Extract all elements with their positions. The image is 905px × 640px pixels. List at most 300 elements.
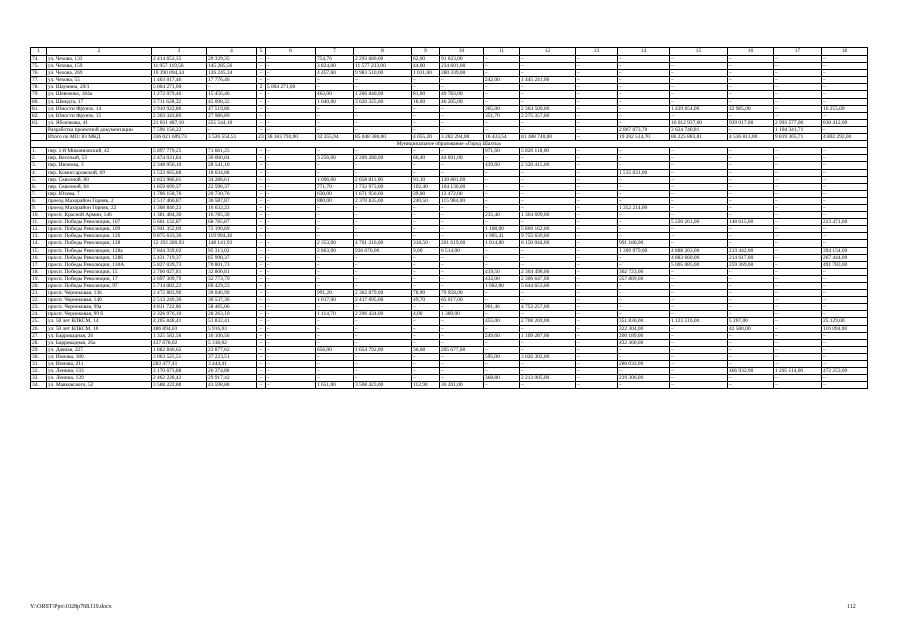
table-cell: 4 536 813,00: [728, 134, 774, 141]
table-cell: –: [670, 190, 728, 197]
table-cell: проезд Махорайон Горняк, 2: [47, 197, 152, 204]
table-cell: –: [670, 226, 728, 233]
table-cell: –: [257, 197, 266, 204]
table-cell: 368,80: [484, 375, 520, 382]
table-cell: 104 130,00: [440, 183, 484, 190]
table-cell: –: [728, 126, 774, 133]
table-cell: –: [440, 318, 484, 325]
table-cell: пер. Сквозной, 84: [47, 183, 152, 190]
table-cell: 29 339,35: [207, 56, 257, 63]
table-cell: –: [266, 197, 316, 204]
table-cell: просп. Победы Революции, 107: [47, 219, 152, 226]
table-cell: –: [670, 368, 728, 375]
table-cell: –: [618, 77, 670, 84]
table-cell: –: [618, 353, 670, 360]
table-cell: 2 513 249,36: [152, 297, 207, 304]
table-cell: –: [618, 84, 670, 91]
table-cell: 2 823 986,61: [152, 176, 207, 183]
table-cell: 2 867 073,70: [618, 126, 670, 133]
table-cell: –: [207, 84, 257, 91]
table-cell: 4 802 292,00: [822, 134, 868, 141]
table-cell: –: [670, 204, 728, 211]
table-cell: 3 624 740,81: [670, 126, 728, 133]
table-cell: –: [576, 77, 618, 84]
table-cell: 81 388 740,00: [520, 134, 576, 141]
table-cell: 2 303 343,89: [152, 112, 207, 119]
table-cell: 365,00: [484, 105, 520, 112]
table-cell: 15.: [31, 247, 47, 254]
table-cell: 11 577 233,00: [354, 63, 412, 70]
table-cell: –: [257, 190, 266, 197]
table-cell: 318,50: [412, 240, 440, 247]
table-cell: 74.: [31, 56, 47, 63]
table-cell: –: [316, 119, 354, 126]
table-cell: 5 826 118,00: [520, 148, 576, 155]
table-cell: просп. Победы Революции, 126: [47, 233, 152, 240]
table-cell: –: [316, 275, 354, 282]
table-cell: –: [440, 212, 484, 219]
table-cell: 11 957 119,56: [152, 63, 207, 70]
table-cell: –: [576, 353, 618, 360]
table-cell: –: [576, 311, 618, 318]
table-cell: 38 183 792,00: [266, 134, 316, 141]
table-cell: 12 192 280,93: [152, 240, 207, 247]
table-cell: –: [316, 233, 354, 240]
table-cell: 47 519,86: [207, 105, 257, 112]
table-cell: –: [354, 268, 412, 275]
table-cell: –: [822, 63, 868, 70]
table-cell: –: [774, 219, 822, 226]
table-cell: –: [670, 155, 728, 162]
table-cell: –: [440, 368, 484, 375]
table-cell: 12.: [31, 226, 47, 233]
table-cell: 2 517 466,87: [152, 197, 207, 204]
table-cell: просп. Черноковая, 99 б: [47, 311, 152, 318]
table-cell: –: [576, 134, 618, 141]
table-cell: –: [520, 361, 576, 368]
table-cell: –: [440, 126, 484, 133]
table-cell: –: [774, 297, 822, 304]
table-cell: пер. 1-й Микояновский, 42: [47, 148, 152, 155]
table-cell: –: [316, 268, 354, 275]
table-cell: –: [670, 283, 728, 290]
table-cell: 2 348 956,10: [152, 162, 207, 169]
table-cell: –: [822, 233, 868, 240]
table-cell: –: [266, 119, 316, 126]
table-cell: 5 318,02: [207, 339, 257, 346]
column-number-header-row: [31, 48, 868, 56]
table-cell: 901,46: [484, 304, 520, 311]
table-cell: –: [618, 148, 670, 155]
table-cell: 656,00: [316, 346, 354, 353]
table-cell: –: [728, 183, 774, 190]
table-cell: 1 651,00: [316, 382, 354, 389]
table-cell: –: [728, 233, 774, 240]
table-cell: –: [670, 311, 728, 318]
table-row: [31, 247, 868, 254]
table-cell: –: [774, 98, 822, 105]
table-cell: –: [354, 325, 412, 332]
table-cell: –: [774, 162, 822, 169]
table-cell: 34.: [31, 382, 47, 389]
table-cell: –: [728, 353, 774, 360]
table-cell: 4 265 848,41: [152, 318, 207, 325]
table-cell: 991 180,00: [618, 240, 670, 247]
table-cell: –: [412, 77, 440, 84]
table-cell: 4 888 263,00: [670, 247, 728, 254]
table-cell: –: [774, 70, 822, 77]
table-cell: 2 697 309,79: [152, 275, 207, 282]
table-cell: –: [728, 148, 774, 155]
table-row: [31, 346, 868, 353]
table-row: [31, 162, 868, 169]
table-cell: –: [257, 297, 266, 304]
table-cell: [31, 134, 47, 141]
table-cell: –: [440, 332, 484, 339]
table-cell: ул. Юности Фрунзе, 14: [47, 105, 152, 112]
table-cell: 42 985,00: [728, 105, 774, 112]
table-cell: 16 632,23: [207, 204, 257, 211]
table-cell: –: [266, 361, 316, 368]
table-cell: –: [576, 176, 618, 183]
table-cell: –: [822, 176, 868, 183]
table-cell: –: [618, 56, 670, 63]
table-row: [31, 283, 868, 290]
table-row: [31, 204, 868, 211]
table-cell: –: [728, 63, 774, 70]
table-cell: 9.: [31, 204, 47, 211]
table-cell: –: [728, 332, 774, 339]
table-row: [31, 70, 868, 77]
table-cell: –: [728, 56, 774, 63]
table-cell: –: [728, 268, 774, 275]
table-cell: –: [728, 190, 774, 197]
table-cell: ул. Маяковского, 52: [47, 382, 152, 389]
column-number-cell: 12: [520, 48, 576, 56]
table-cell: –: [822, 56, 868, 63]
table-cell: –: [257, 112, 266, 119]
table-cell: 437 678,02: [152, 339, 207, 346]
column-number-cell: 17: [774, 48, 822, 56]
table-cell: –: [266, 126, 316, 133]
table-cell: проезд Махорайон Горняк, 22: [47, 204, 152, 211]
table-cell: 1 533 665,88: [152, 169, 207, 176]
table-cell: –: [316, 261, 354, 268]
table-cell: –: [822, 155, 868, 162]
table-cell: –: [576, 332, 618, 339]
table-cell: 1 381 484,30: [152, 212, 207, 219]
table-cell: –: [774, 233, 822, 240]
table-cell: –: [412, 304, 440, 311]
table-cell: –: [822, 240, 868, 247]
table-cell: 1 309 979,00: [618, 247, 670, 254]
table-cell: 25 129,00: [822, 318, 868, 325]
table-cell: –: [412, 233, 440, 240]
table-cell: –: [257, 318, 266, 325]
table-cell: –: [266, 183, 316, 190]
table-cell: –: [728, 212, 774, 219]
table-cell: 30.: [31, 353, 47, 360]
table-cell: –: [618, 63, 670, 70]
table-cell: –: [412, 84, 440, 91]
table-cell: –: [354, 368, 412, 375]
table-cell: –: [354, 126, 412, 133]
table-cell: –: [822, 70, 868, 77]
table-cell: ул. Шаумяна, 20/1: [47, 84, 152, 91]
column-number-cell: 14: [618, 48, 670, 56]
table-cell: –: [257, 339, 266, 346]
table-cell: просп. Черноковая, 99а: [47, 304, 152, 311]
table-cell: 1 859 699,37: [152, 183, 207, 190]
table-cell: 25.: [31, 318, 47, 325]
table-cell: –: [728, 361, 774, 368]
table-cell: 472 253,00: [822, 368, 868, 375]
table-cell: 259 369,00: [728, 261, 774, 268]
table-cell: –: [484, 261, 520, 268]
table-cell: 7 844 339,02: [152, 247, 207, 254]
table-cell: 72 190,69: [207, 226, 257, 233]
table-cell: 16 785,30: [207, 212, 257, 219]
table-cell: 255 544,10: [207, 119, 257, 126]
table-cell: 77.: [31, 77, 47, 84]
table-cell: 3 910 922,86: [152, 105, 207, 112]
table-cell: –: [822, 112, 868, 119]
table-cell: –: [774, 169, 822, 176]
table-cell: –: [266, 290, 316, 297]
table-cell: 5 267,00: [728, 318, 774, 325]
table-cell: –: [440, 77, 484, 84]
table-cell: –: [484, 197, 520, 204]
table-cell: –: [266, 169, 316, 176]
table-cell: –: [266, 346, 316, 353]
table-cell: –: [728, 275, 774, 282]
table-cell: –: [576, 375, 618, 382]
table-cell: 76.: [31, 70, 47, 77]
column-number-cell: 10: [440, 48, 484, 56]
table-cell: –: [520, 346, 576, 353]
table-cell: 37 223,51: [207, 353, 257, 360]
table-cell: 22.: [31, 297, 47, 304]
table-cell: 9 983 510,00: [354, 70, 412, 77]
table-cell: –: [316, 353, 354, 360]
table-cell: –: [822, 382, 868, 389]
table-cell: –: [670, 183, 728, 190]
table-row: [31, 169, 868, 176]
table-cell: –: [354, 84, 412, 91]
table-cell: 5 005 085,00: [670, 261, 728, 268]
table-cell: –: [440, 204, 484, 211]
table-cell: –: [316, 361, 354, 368]
table-cell: –: [822, 77, 868, 84]
table-cell: –: [440, 119, 484, 126]
table-cell: 19 202 514,70: [618, 134, 670, 141]
table-cell: –: [728, 346, 774, 353]
table-cell: 39,00: [412, 190, 440, 197]
table-cell: –: [440, 148, 484, 155]
table-cell: 4 753 257,00: [520, 304, 576, 311]
table-cell: 2 306 647,00: [520, 275, 576, 282]
table-row: [31, 119, 868, 126]
table-cell: –: [266, 254, 316, 261]
table-cell: –: [822, 339, 868, 346]
table-cell: –: [484, 290, 520, 297]
table-cell: –: [257, 148, 266, 155]
table-cell: 3 444,41: [207, 361, 257, 368]
table-cell: 5 714 082,23: [152, 283, 207, 290]
table-cell: –: [728, 169, 774, 176]
table-cell: 21.: [31, 290, 47, 297]
table-cell: 1 325 582,56: [152, 332, 207, 339]
table-cell: –: [774, 212, 822, 219]
table-cell: –: [670, 112, 728, 119]
table-cell: 86 225 883,81: [670, 134, 728, 141]
table-cell: –: [618, 98, 670, 105]
table-cell: –: [576, 233, 618, 240]
table-cell: –: [670, 353, 728, 360]
table-cell: –: [266, 240, 316, 247]
table-cell: –: [670, 268, 728, 275]
table-cell: –: [728, 98, 774, 105]
column-number-cell: 1: [31, 48, 47, 56]
table-cell: 78,90: [412, 290, 440, 297]
table-cell: 419,50: [484, 268, 520, 275]
table-cell: –: [822, 297, 868, 304]
table-cell: –: [266, 190, 316, 197]
table-cell: ул. Юности Фрунзе, 15: [47, 112, 152, 119]
table-cell: –: [670, 375, 728, 382]
table-cell: –: [670, 361, 728, 368]
column-number-cell: 5: [257, 48, 266, 56]
table-cell: –: [618, 382, 670, 389]
table-cell: –: [670, 233, 728, 240]
table-cell: –: [266, 105, 316, 112]
table-cell: 81,00: [412, 91, 440, 98]
table-cell: –: [266, 283, 316, 290]
table-cell: 351 836,00: [618, 318, 670, 325]
table-cell: –: [520, 382, 576, 389]
table-cell: –: [576, 226, 618, 233]
table-cell: –: [266, 91, 316, 98]
table-cell: 2 275 357,00: [520, 112, 576, 119]
table-cell: –: [316, 148, 354, 155]
table-cell: –: [266, 268, 316, 275]
table-cell: –: [257, 290, 266, 297]
table-cell: –: [257, 353, 266, 360]
table-cell: 5.: [31, 176, 47, 183]
table-cell: 65 998,37: [207, 254, 257, 261]
table-cell: 4 055,20: [412, 134, 440, 141]
table-cell: 28 541,10: [207, 162, 257, 169]
table-cell: –: [670, 169, 728, 176]
table-cell: просп. Победы Революции, 15: [47, 268, 152, 275]
table-cell: –: [576, 318, 618, 325]
table-cell: –: [618, 155, 670, 162]
table-cell: –: [576, 70, 618, 77]
table-cell: –: [266, 261, 316, 268]
table-cell: –: [618, 233, 670, 240]
table-cell: –: [728, 339, 774, 346]
table-cell: –: [412, 254, 440, 261]
table-cell: 145 285,56: [207, 63, 257, 70]
table-cell: –: [774, 190, 822, 197]
table-cell: –: [484, 91, 520, 98]
table-cell: 2 362 879,00: [354, 290, 412, 297]
table-cell: –: [316, 318, 354, 325]
table-cell: –: [266, 77, 316, 84]
table-cell: 65 017,00: [440, 297, 484, 304]
table-cell: 1 445 241,00: [520, 77, 576, 84]
table-cell: –: [354, 332, 412, 339]
table-cell: просп. Черноковая, 136: [47, 290, 152, 297]
table-cell: –: [266, 382, 316, 389]
table-cell: –: [266, 226, 316, 233]
table-cell: –: [266, 304, 316, 311]
table-cell: –: [728, 197, 774, 204]
table-row: [31, 233, 868, 240]
table-cell: 1 671 956,00: [354, 190, 412, 197]
table-cell: 939 017,00: [728, 119, 774, 126]
table-cell: –: [618, 212, 670, 219]
table-cell: –: [257, 304, 266, 311]
table-cell: 3 282 294,00: [440, 134, 484, 141]
table-cell: –: [266, 275, 316, 282]
table-cell: 1 031,00: [412, 70, 440, 77]
table-cell: –: [618, 283, 670, 290]
table-cell: –: [484, 98, 520, 105]
table-cell: 79.: [31, 91, 47, 98]
table-cell: 13 472,00: [440, 190, 484, 197]
table-row: [31, 226, 868, 233]
table-cell: –: [440, 375, 484, 382]
table-cell: 5 431 719,37: [152, 254, 207, 261]
table-cell: –: [354, 254, 412, 261]
table-cell: –: [670, 240, 728, 247]
table-cell: 2 700 027,81: [152, 268, 207, 275]
table-cell: 43 598,88: [207, 382, 257, 389]
table-cell: –: [484, 190, 520, 197]
table-cell: 1.: [31, 148, 47, 155]
table-cell: 242,00: [484, 77, 520, 84]
table-cell: –: [822, 190, 868, 197]
table-cell: просп. Победы Революции, 128б: [47, 254, 152, 261]
table-cell: –: [670, 325, 728, 332]
table-cell: 126 245,34: [207, 70, 257, 77]
table-row: [31, 197, 868, 204]
table-cell: 19.: [31, 275, 47, 282]
table-cell: 1 108,00: [484, 226, 520, 233]
table-cell: –: [618, 190, 670, 197]
table-cell: –: [484, 247, 520, 254]
table-cell: –: [728, 382, 774, 389]
table-cell: пер. Веселый, 53: [47, 155, 152, 162]
table-cell: ул. Чехова, 159: [47, 63, 152, 70]
table-cell: –: [266, 219, 316, 226]
table-cell: 44,00: [412, 63, 440, 70]
table-cell: 630,00: [316, 190, 354, 197]
table-cell: ул. Ионова, 180: [47, 353, 152, 360]
table-row: [31, 219, 868, 226]
table-row: [31, 297, 868, 304]
table-cell: 2 993 577,00: [774, 119, 822, 126]
table-cell: 3 526 554,51: [207, 134, 257, 141]
table-cell: –: [576, 283, 618, 290]
table-cell: –: [670, 297, 728, 304]
table-cell: –: [257, 247, 266, 254]
table-cell: 29.: [31, 346, 47, 353]
table-cell: –: [257, 219, 266, 226]
table-cell: –: [257, 70, 266, 77]
table-row: [31, 84, 868, 91]
